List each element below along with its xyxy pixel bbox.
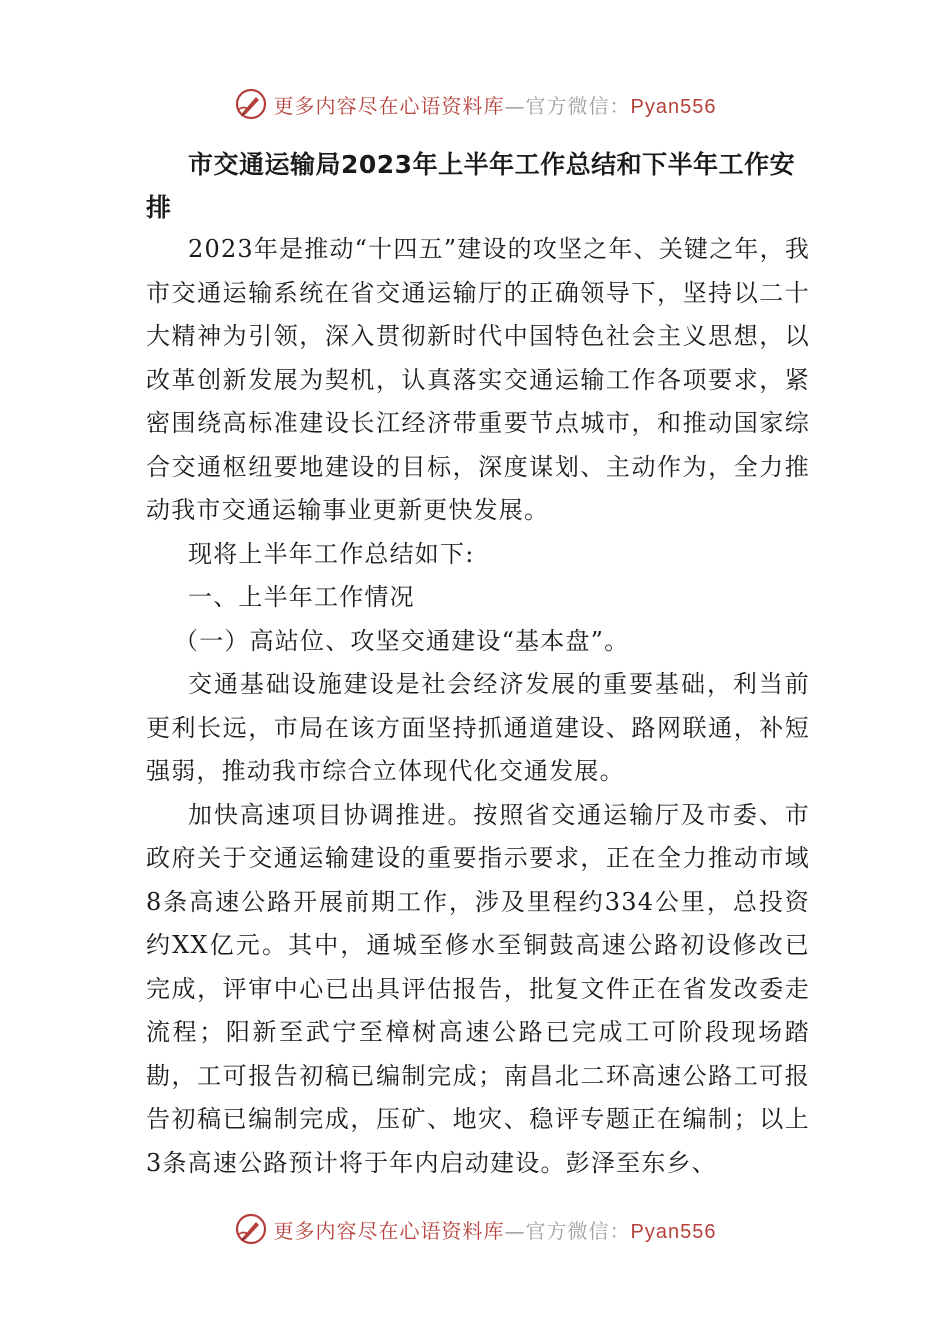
watermark-dash: — <box>504 93 526 118</box>
watermark-slogan: 更多内容尽在心语资料库 <box>273 1218 505 1243</box>
watermark-header <box>0 84 950 124</box>
paragraph-intro: 2023年是推动“十四五”建设的攻坚之年、关键之年，我市交通运输系统在省交通运输厅的正确领导下，坚持以二十大精神为引领，深入贯彻新时代中国特色社会主义思想，以改革创新发展为契机，认真落实交通运输工作各项要求，紧密围绕高标准建设长江经济带重要节点城市，和推动国家综合交通枢纽要地建设的目标，深度谋划、主动作为，全力推动我市交通运输事业更新更快发展。 <box>146 235 811 524</box>
subsection-heading: （一）高站位、攻坚交通建设“基本盘”。 <box>174 626 630 655</box>
watermark-slogan: 更多内容尽在心语资料库 <box>273 93 505 118</box>
watermark-label: 官方微信： <box>525 1218 631 1243</box>
watermark-handle: Pyan556 <box>630 1220 717 1243</box>
watermark-footer <box>0 1209 950 1249</box>
pen-logo-icon <box>234 1212 268 1246</box>
watermark-label: 官方微信： <box>525 93 631 118</box>
watermark-handle: Pyan556 <box>630 95 717 118</box>
pen-logo-icon <box>234 87 268 121</box>
watermark-dash: — <box>504 1218 526 1243</box>
document-body <box>146 228 810 1185</box>
paragraph-summary-lead: 现将上半年工作总结如下: <box>188 539 475 568</box>
section-heading: 一、上半年工作情况 <box>188 583 415 611</box>
watermark-text <box>274 1215 717 1244</box>
paragraph-highway: 加快高速项目协调推进。按照省交通运输厅及市委、市政府关于交通运输建设的重要指示要求，正在全力推动市域8条高速公路开展前期工作，涉及里程约334公里，总投资约XX亿元。其中，通城至修水至铜鼓高速公路初设修改已完成，评审中心已出具评估报告，批复文件正在省发改委走流程；阳新至武宁至樟树高速公路已完成工可阶段现场踏勘，工可报告初稿已编制完成；南昌北二环高速公路工可报告初稿已编制完成，压矿、地灾、稳评专题正在编制；以上3条高速公路预计将于年内启动建设。彭泽至东乡、 <box>146 800 810 1177</box>
document-title: 市交通运输局2023年上半年工作总结和下半年工作安排 <box>146 150 796 222</box>
watermark-text <box>274 90 717 119</box>
paragraph-infrastructure: 交通基础设施建设是社会经济发展的重要基础，利当前更利长远，市局在该方面坚持抓通道建设、路网联通，补短强弱，推动我市综合立体现代化交通发展。 <box>146 670 810 785</box>
